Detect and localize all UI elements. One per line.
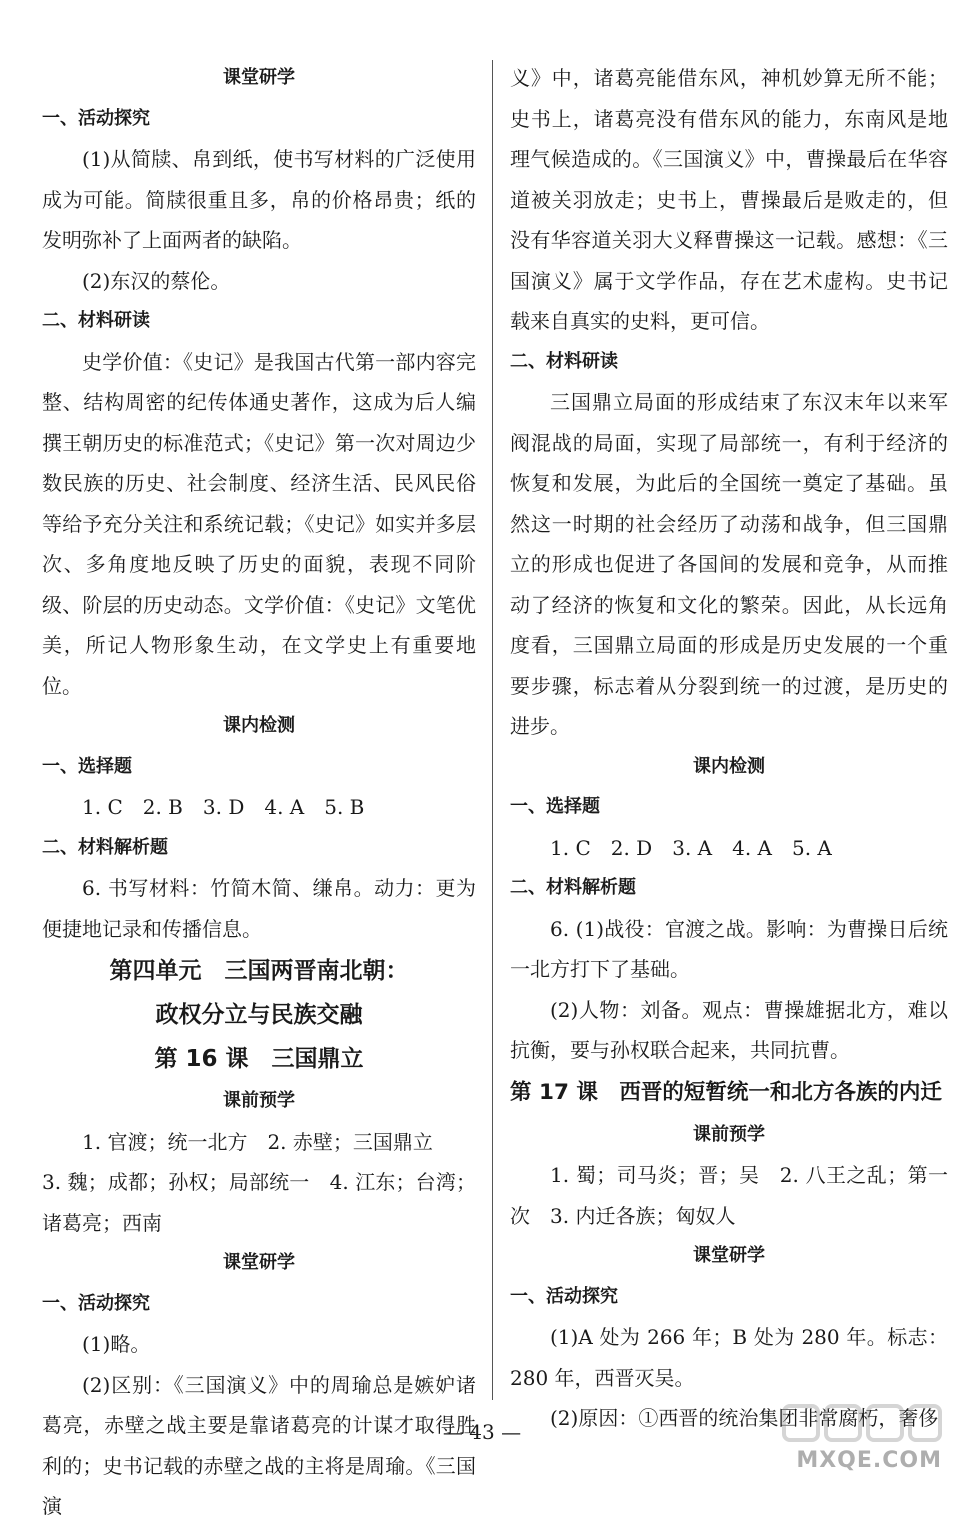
subsection-heading: 一、活动探究 bbox=[42, 1292, 150, 1314]
paragraph: (2)东汉的蔡伦。 bbox=[82, 268, 231, 293]
section-heading: 课堂研学 bbox=[223, 67, 295, 88]
section-heading: 课堂研学 bbox=[693, 1245, 765, 1266]
paragraph: (2)人物：刘备。观点：曹操雄据北方，难以抗衡，要与孙权联合起来，共同抗曹。 bbox=[510, 997, 948, 1062]
paragraph: 史学价值：《史记》是我国古代第一部内容完整、结构周密的纪传体通史著作，这成为后人编撰王朝历史的标准范式；《史记》第一次对周边少数民族的历史、社会制度、经济生活、民风民俗等给予充分关注和系统记载；《史记》如实并多层次、多角度地反映了历史的面貌，表现不同阶级、阶层的历史动态。文学价值：《史记》文笔优美，所记人物形象生动，在文学史上有重要地位。 bbox=[42, 349, 476, 698]
paragraph: (1)A 处为 266 年；B 处为 280 年。标志：280 年，西晋灭吴。 bbox=[510, 1325, 948, 1390]
subsection-heading: 二、材料解析题 bbox=[510, 877, 636, 898]
subsection-heading: 二、材料研读 bbox=[510, 350, 618, 372]
paragraph: (2)原因：①西晋的统治集团非常腐朽，奢侈 bbox=[550, 1406, 939, 1430]
paragraph: (1)从简牍、帛到纸，使书写材料的广泛使用成为可能。简牍很重且多，帛的价格昂贵；纸的发明弥补了上面两者的缺陷。 bbox=[42, 147, 476, 252]
section-heading: 课内检测 bbox=[693, 755, 765, 777]
unit-subtitle: 政权分立与民族交融 bbox=[155, 1002, 363, 1028]
paragraph: (1)略。 bbox=[82, 1332, 151, 1356]
subsection-heading: 二、材料研读 bbox=[42, 310, 150, 331]
paragraph: 义》中，诸葛亮能借东风，神机妙算无所不能；史书上，诸葛亮没有借东风的能力，东南风是地理气候造成的。《三国演义》中，曹操最后在华容道被关羽放走；史书上，曹操最后是败走的，但没有华容道关羽大义释曹操这一记载。感想：《三国演义》属于文学作品，存在艺术虚构。史书记载来自真实的史料，更可信。 bbox=[510, 66, 948, 333]
subsection-heading: 一、活动探究 bbox=[42, 107, 150, 129]
answer-line: 1. C 2. D 3. A 4. A 5. A bbox=[550, 835, 832, 860]
section-heading: 课前预学 bbox=[693, 1123, 765, 1145]
section-heading: 课前预学 bbox=[223, 1090, 295, 1111]
paragraph: (2)区别：《三国演义》中的周瑜总是嫉妒诸葛亮，赤壁之战主要是靠诸葛亮的计谋才取得胜利的；史书记载的赤壁之战的主将是周瑜。《三国演 bbox=[42, 1372, 476, 1518]
page-number: — 43 — bbox=[442, 1420, 522, 1444]
lesson-title: 第 17 课 西晋的短暂统一和北方各族的内迁 bbox=[510, 1079, 942, 1105]
unit-title: 第四单元 三国两晋南北朝： bbox=[109, 958, 409, 984]
lesson-title: 第 16 课 三国鼎立 bbox=[154, 1046, 364, 1072]
section-heading: 课内检测 bbox=[223, 715, 295, 736]
answer-line: 1. 蜀；司马炎；晋；吴 2. 八王之乱；第一次 3. 内迁各族；匈奴人 bbox=[510, 1163, 948, 1228]
left-column bbox=[42, 58, 476, 1527]
subsection-heading: 一、选择题 bbox=[42, 755, 132, 777]
subsection-heading: 二、材料解析题 bbox=[42, 836, 168, 858]
section-heading: 课堂研学 bbox=[223, 1252, 295, 1273]
subsection-heading: 一、选择题 bbox=[510, 796, 600, 817]
right-column bbox=[510, 58, 948, 1439]
subsection-heading: 一、活动探究 bbox=[510, 1285, 618, 1307]
watermark-text: MXQE.COM bbox=[796, 1448, 942, 1473]
paragraph: 三国鼎立局面的形成结束了东汉末年以来军阀混战的局面，实现了局部统一，有利于经济的恢复和发展，为此后的全国统一奠定了基础。虽然这一时期的社会经历了动荡和战争，但三国鼎立的形成也促进了各国间的发展和竞争，从而推动了经济的恢复和文化的繁荣。因此，从长远角度看，三国鼎立局面的形成是历史发展的一个重要步骤，标志着从分裂到统一的过渡，是历史的进步。 bbox=[510, 390, 948, 738]
paragraph: 6. 书写材料：竹简木简、缣帛。动力：更为便捷地记录和传播信息。 bbox=[42, 876, 476, 941]
answer-line: 1. C 2. B 3. D 4. A 5. B bbox=[82, 795, 365, 819]
answer-line: 3. 魏；成都；孙权；局部统一 4. 江东；台湾；诸葛亮；西南 bbox=[42, 1170, 476, 1235]
paragraph: 6. (1)战役：官渡之战。影响：为曹操日后统一北方打下了基础。 bbox=[510, 916, 948, 981]
column-divider bbox=[492, 60, 493, 1400]
answer-line: 1. 官渡；统一北方 2. 赤壁；三国鼎立 bbox=[82, 1129, 433, 1154]
